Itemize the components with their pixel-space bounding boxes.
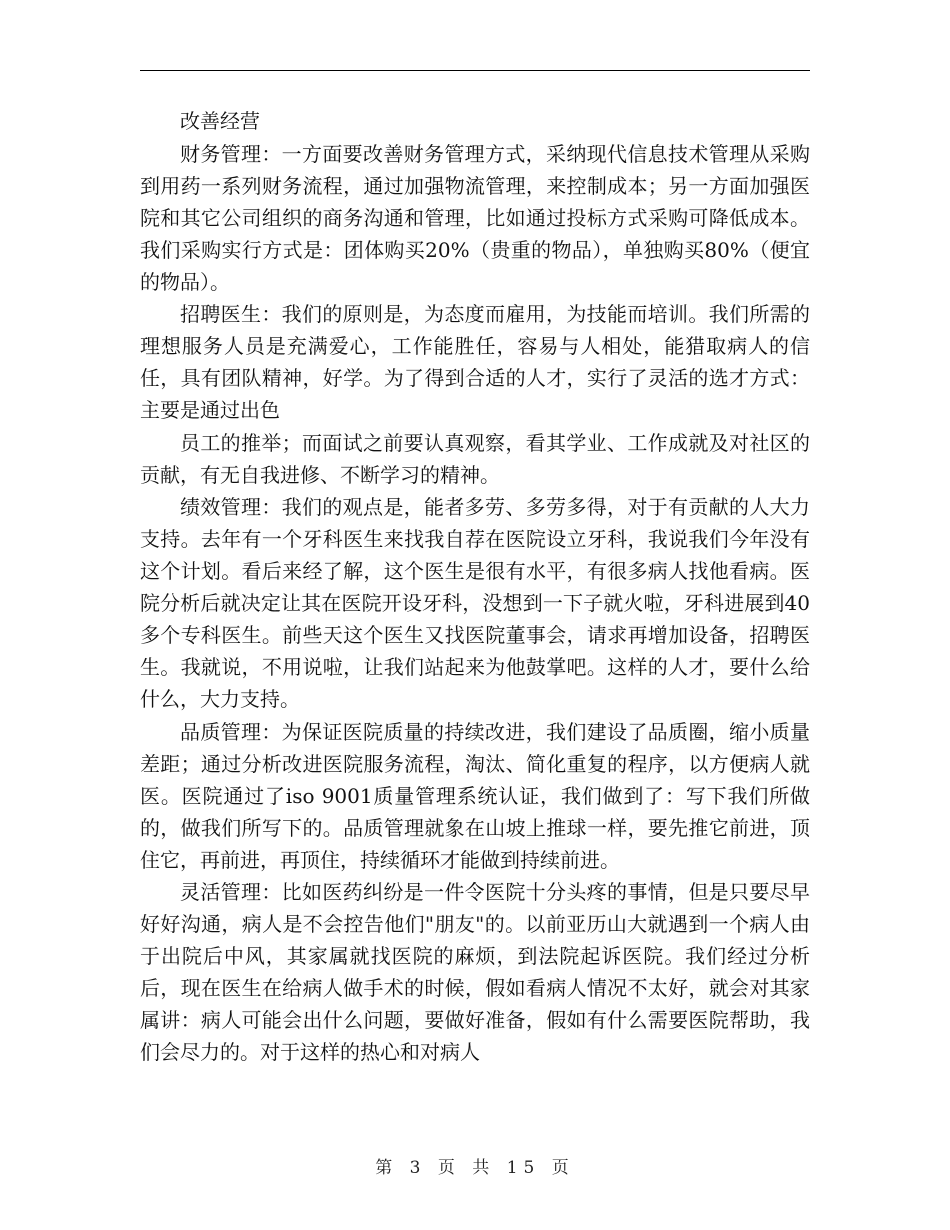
paragraph-flexible-management: 灵活管理：比如医药纠纷是一件令医院十分头疼的事情，但是只要尽早好好沟通，病人是不会控告他们"朋友"的。以前亚历山大就遇到一个病人由于出院后中风，其家属就找医院的麻烦，到法院起诉医院。我们经过分析后，现在医生在给病人做手术的时候，假如看病人情况不太好，就会对其家属讲：病人可能会出什么问题，要做好准备，假如有什么需要医院帮助，我们会尽力的。对于这样的热心和对病人	[140, 880, 810, 1064]
paragraph-recruiting-doctors: 招聘医生：我们的原则是，为态度而雇用，为技能而培训。我们所需的理想服务人员是充满爱心，工作能胜任，容易与人相处，能猎取病人的信任，具有团队精神，好学。为了得到合适的人才，实行了灵活的选才方式：主要是通过出色	[140, 302, 810, 422]
page-number-footer: 第 3 页 共 15 页	[375, 1158, 575, 1178]
paragraph-quality-management: 品质管理：为保证医院质量的持续改进，我们建设了品质圈，缩小质量差距；通过分析改进医院服务流程，淘汰、简化重复的程序，以方便病人就医。医院通过了iso 9001质量管理系统认证，我们做到了：写下我们所做的，做我们所写下的。品质管理就象在山坡上推球一样，要先推它前进，顶住它，再前进，再顶住，持续循环才能做到持续前进。	[140, 719, 810, 872]
document-body	[140, 105, 810, 1069]
section-heading: 改善经营	[180, 109, 260, 133]
paragraph-performance-management: 绩效管理：我们的观点是，能者多劳、多劳多得，对于有贡献的人大力支持。去年有一个牙科医生来找我自荐在医院设立牙科，我说我们今年没有这个计划。看后来经了解，这个医生是很有水平，有很多病人找他看病。医院分析后就决定让其在医院开设牙科，没想到一下子就火啦，牙科进展到40多个专科医生。前些天这个医生又找医院董事会，请求再增加设备，招聘医生。我就说，不用说啦，让我们站起来为他鼓掌吧。这样的人才，要什么给什么，大力支持。	[140, 495, 810, 711]
paragraph-financial-management: 财务管理：一方面要改善财务管理方式，采纳现代信息技术管理从采购到用药一系列财务流程，通过加强物流管理，来控制成本；另一方面加强医院和其它公司组织的商务沟通和管理，比如通过投标方式采购可降低成本。我们采购实行方式是：团体购买20%（贵重的物品），单独购买80%（便宜的物品）。	[140, 141, 810, 294]
paragraph-staff-recommendation: 员工的推举；而面试之前要认真观察，看其学业、工作成就及对社区的贡献，有无自我进修、不断学习的精神。	[140, 430, 810, 487]
header-rule	[140, 70, 810, 71]
